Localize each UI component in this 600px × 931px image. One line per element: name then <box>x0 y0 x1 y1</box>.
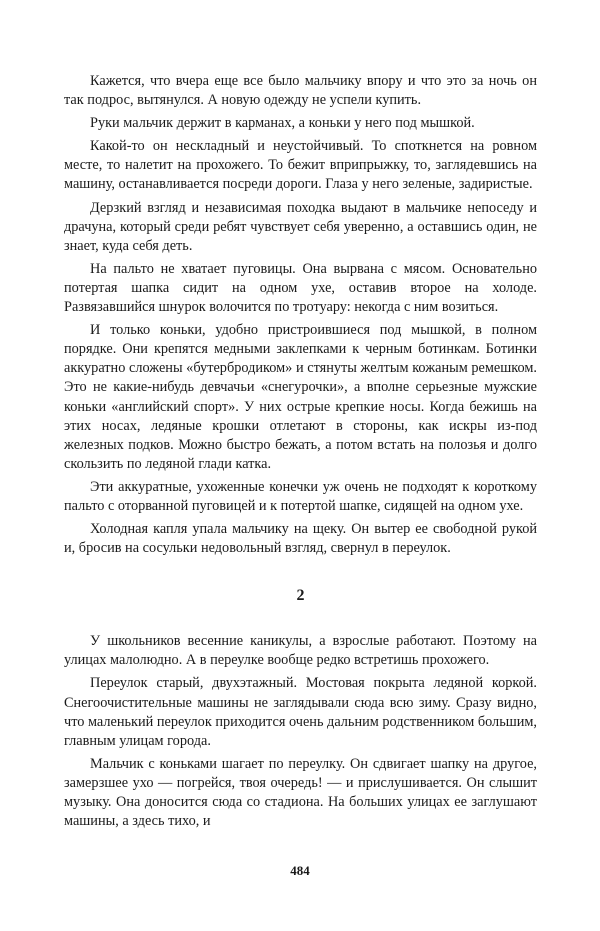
paragraph-5: На пальто не хватает пуговицы. Она вырвана с мясом. Основательно потертая шапка сидит на одном ухе, оставив второе на холоде. Развязавшийся шнурок волочится по тротуару: некогда с ним возиться. <box>64 260 537 316</box>
paragraph-4: Дерзкий взгляд и независимая походка выдают в мальчике непоседу и драчуна, который среди ребят чувствует себя уверенно, а оставшись один, не знает, куда себя деть. <box>64 199 537 254</box>
page-body <box>64 72 537 835</box>
paragraph-9: У школьников весенние каникулы, а взрослые работают. Поэтому на улицах малолюдно. А в переулке вообще редко встретишь прохожего. <box>64 633 537 669</box>
page-number: 484 <box>290 863 310 878</box>
section-number: 2 <box>296 587 305 605</box>
paragraph-3: Какой-то он нескладный и неустойчивый. То споткнется на ровном месте, то налетит на прохожего. То бежит вприпрыжку, то, заглядевшись на машину, останавливается посреди дороги. Глаза у него зеленые, задиристые. <box>64 138 537 193</box>
paragraph-11: Мальчик с коньками шагает по переулку. Он сдвигает шапку на другое, замерзшее ухо — погрейся, твоя очередь! — и прислушивается. Он слышит музыку. Она доносится сюда со стадиона. На больших улицах ее заглушают машины, а здесь тихо, и <box>64 755 537 830</box>
paragraph-1: Кажется, что вчера еще все было мальчику впору и что это за ночь он так подрос, вытянулся. А новую одежду не успели купить. <box>64 73 537 109</box>
paragraph-2: Руки мальчик держит в карманах, а коньки у него под мышкой. <box>90 115 475 132</box>
paragraph-8: Холодная капля упала мальчику на щеку. Он вытер ее свободной рукой и, бросив на сосульки недовольный взгляд, свернул в переулок. <box>64 521 537 557</box>
paragraph-6: И только коньки, удобно пристроившиеся под мышкой, в полном порядке. Они крепятся медными заклепками к черным ботинкам. Ботинки аккуратно сложены «бутербродиком» и стянуты желтым кожаным ремешком. Это не какие-нибудь девчачьи «снегурочки», а вполне серьезные мужские коньки «английский спорт». У них острые крепкие носы. Когда бежишь на этих носах, ледяные крошки отлетают в стороны, как искры из-под железных подков. Можно быстро бежать, а потом встать на полозья и долго скользить по ледяной глади катка. <box>64 322 537 472</box>
paragraph-7: Эти аккуратные, ухоженные конечки уж очень не подходят к короткому пальто с оторванной пуговицей и к потертой шапке, сидящей на одном ухе. <box>64 478 537 514</box>
paragraph-10: Переулок старый, двухэтажный. Мостовая покрыта ледяной коркой. Снегоочистительные машины не заглядывали сюда всю зиму. Сразу видно, что маленький переулок приходится очень дальним родственником большим, главным улицам города. <box>64 675 537 749</box>
